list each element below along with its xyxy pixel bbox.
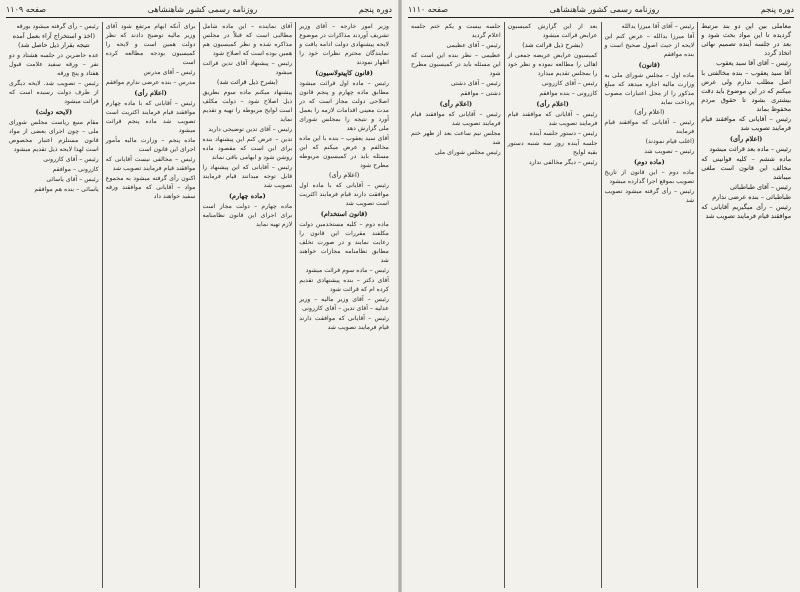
paragraph: کازرونی – بنده موافقم [539, 90, 598, 97]
paragraph: رئیس – آقای عظیمی [446, 42, 501, 49]
paragraph: مدرس – بنده عرضی ندارم موافقم [105, 79, 196, 86]
paragraph: اکنون رأی گرفته میشود به مجموع مواد – آقایانی که موافقند ورقه سفید خواهند داد [105, 175, 196, 200]
section-heading: (لایحه دولت) [35, 108, 73, 116]
paragraph: رئیس – آقایانی که با ماده اول موافقت دارند قیام فرمایند اکثریت است تصویب شد [299, 182, 389, 207]
page-title: روزنامه رسمی کشور شاهنشاهی [147, 5, 258, 14]
paragraph: بعد از این گزارش کمیسیون عرایض قرائت میشود [507, 23, 598, 39]
paragraph: آقای دکتر – بنده پیشنهادی تقدیم کرده ام که قرائت شود [299, 277, 389, 293]
paragraph: پیشنهاد میکنم ماده سوم بطریق ذیل اصلاح شود – دولت مکلف است لوایح مربوطه را تهیه و تقدیم نماید [202, 89, 293, 123]
left-page-header [6, 3, 392, 18]
paragraph: رئیس – آقایانی که موافقند قیام فرمایند تصویب شد [411, 111, 501, 127]
section-heading: (ماده دوم) [634, 158, 665, 166]
paragraph: رئیس – آقای یاسائی [46, 176, 99, 183]
paragraph: (اغلب قیام نمودند) [645, 138, 695, 145]
vote-note: (اخذ و استخراج آراء بعمل آمده نتیجه بقرار ذیل حاصل شد) [12, 32, 96, 49]
text-column [602, 22, 699, 588]
vote-note: (بشرح ذیل قرائت شد) [522, 41, 584, 49]
paragraph: ماده ششم – کلیه قوانینی که مخالف این قانون است ملغی میباشد [701, 155, 791, 181]
text-column [103, 22, 200, 588]
paragraph: تدین – عرض کنم این پیشنهاد بنده برای این است که مقصود ماده روشن شود و ابهامی باقی نماند [202, 136, 293, 161]
paragraph: رئیس – آقای مدرس [143, 69, 196, 76]
paragraph: آقای نماینده – این ماده شامل مطالبی است که قبلاً در مجلس مذاکره شده و نظر کمیسیون هم همین بوده است که اصلاح شود [202, 23, 293, 57]
paragraph: برای آنکه ابهام مرتفع شود آقای وزیر مالیه توضیح دادند که نظر دولت همین است و لایحه را کمیسیون بودجه مطالعه کرده است [105, 23, 196, 66]
text-column [200, 22, 297, 588]
section-heading: (قانون) [638, 61, 661, 69]
section-heading: (اعلام رأی) [536, 100, 569, 108]
paragraph: یاسائی – بنده هم موافقم [34, 186, 99, 193]
paragraph: رئیس – رأی گرفته میشود بورقه [16, 23, 99, 30]
paragraph: ماده اول – مجلس شورای ملی به وزارت مالیه اجازه میدهد که مبلغ مذکور را از محل اعتبارات مصوب پرداخت نماید [604, 72, 695, 106]
paragraph: دشتی – موافقم [460, 90, 501, 97]
paragraph: ماده چهارم – دولت مجاز است برای اجرای این قانون نظامنامه لازم تهیه نماید [202, 203, 293, 228]
section-heading: (قانون استخدام) [320, 210, 368, 218]
paragraph: رئیس – ماده سوم قرائت میشود [305, 267, 389, 274]
paragraph: کازرونی – موافقم [52, 166, 99, 173]
paragraph: رئیس – آقایانی که موافقند قیام فرمایند [604, 119, 695, 135]
paragraph: رئیس – آقایانی که موافقت دارند قیام فرمایند تصویب شد [299, 315, 389, 331]
section-heading: (قانون کاپیتولاسیون) [315, 69, 373, 77]
paragraph: رئیس – دیگر مخالفی ندارد [528, 159, 598, 166]
paragraph: رئیس – آقای آقا میرزا یدالله [621, 23, 695, 30]
paragraph: رئیس – ماده بعد قرائت میشود [709, 145, 791, 153]
section-heading: (ماده چهارم) [228, 192, 266, 200]
paragraph: رئیس – آقای تدین توضیحی دارید [208, 126, 293, 133]
paragraph: آقای سید یعقوب – بنده با این ماده مخالفم و عرض میکنم که این مسئله باید در کمیسیون مربوطه مطرح شود [299, 135, 389, 169]
paragraph: آقا سید یعقوب – بنده مخالفتی با اصل مطلب ندارم ولی عرض میکنم که در این موضوع باید دقت بیشتری بشود تا حقوق مردم محفوظ بماند [701, 69, 791, 113]
paragraph: ماده دوم – کلیه مستخدمین دولت مکلفند مقررات این قانون را رعایت نمایند و در صورت تخلف مطابق نظامنامه مجازات خواهند شد [299, 221, 389, 264]
paragraph: عظیمی – نظر بنده این است که این مسئله باید در کمیسیون مطرح شود [411, 52, 501, 77]
text-column [698, 22, 794, 588]
issue-label: دوره پنجم [358, 5, 392, 14]
issue-label: دوره پنجم [760, 5, 794, 14]
text-column [408, 22, 505, 588]
section-heading: (اعلام رأی) [134, 89, 167, 97]
paragraph: وزیر امور خارجه – آقای وزیر تشریف آوردند مذاکرات در موضوع لایحه پیشنهادی دولت ادامه یافت و نمایندگان محترم نظرات خود را اظهار نمودند [299, 23, 389, 66]
text-column [6, 22, 103, 588]
paragraph: آقا میرزا یدالله – عرض کنم این لایحه از حیث اصول صحیح است و بنده موافقم [604, 33, 695, 58]
paragraph: رئیس – آقای کازرونی [43, 156, 99, 163]
text-column [505, 22, 602, 588]
paragraph: رئیس – رأی گرفته میشود تصویب شد [604, 188, 695, 204]
paragraph: رئیس – آقایانی که موافقند قیام فرمایند تصویب شد [507, 111, 598, 127]
text-column [296, 22, 392, 588]
paragraph: رئیس – تصویب شد [644, 148, 695, 155]
vote-note: (بشرح ذیل قرائت شد) [216, 78, 278, 86]
vote-note: (اعلام رأی) [634, 108, 665, 116]
paragraph: رئیس – آقای آقا سید یعقوب [716, 59, 791, 67]
paragraph: رئیس – پیشنهاد آقای تدین قرائت میشود [202, 60, 293, 76]
paragraph: رئیس – آقایانی که با ماده چهارم موافقند قیام فرمایند اکثریت است تصویب شد ماده پنجم قرائت میشود [105, 100, 196, 134]
paragraph: مقام منیع ریاست مجلس شورای ملی – چون اجرای بعضی از مواد قانون مستلزم اعتبار مخصوص است لهذا لایحه ذیل تقدیم میشود [9, 119, 99, 153]
paragraph: طباطبائی – بنده عرضی ندارم [712, 193, 791, 201]
paragraph: رئیس – آقایانی که این پیشنهاد را قابل توجه میدانند قیام فرمایند تصویب شد [202, 164, 293, 189]
paragraph: رئیس – آقای وزیر مالیه – وزیر عدلیه – آقای تدین – آقای کازرونی [299, 296, 389, 312]
right-page-header [408, 3, 794, 18]
paragraph: رئیس – آقای طباطبائی [729, 183, 791, 191]
paragraph: معاملی بین این دو بند مرتبط گردیده تا این مواد بحث شود و بعد در جلسه آینده تصمیم نهائی اتخاذ گردد [701, 22, 791, 57]
paragraph: مجلس نیم ساعت بعد از ظهر ختم شد [411, 130, 501, 146]
page-title: روزنامه رسمی کشور شاهنشاهی [549, 5, 660, 14]
paragraph: کمیسیون عرایض عریضه جمعی از اهالی را مطالعه نموده و نظر خود را بمجلس تقدیم میدارد [507, 52, 598, 77]
paragraph: رئیس مجلس شورای ملی [434, 149, 501, 156]
paragraph: ماده پنجم – وزارت مالیه مأمور اجرای این قانون است [105, 137, 196, 153]
right-page-columns [408, 22, 794, 588]
section-heading: (اعلام رأی) [729, 135, 763, 143]
paragraph: ماده دوم – این قانون از تاریخ تصویب بموقع اجرا گذارده میشود [604, 169, 695, 185]
paragraph: رئیس – آقای کازرونی [541, 80, 598, 87]
paragraph: رئیس – ماده اول قرائت میشود مطابق ماده چهارم و پنجم قانون اصلاحی دولت مجاز است که در مدت معینی اقدامات لازمه را بعمل آورد و نتیجه را بمجلس شورای ملی گزارش دهد [299, 80, 389, 132]
vote-note: (اعلام رأی) [329, 171, 360, 179]
paragraph: رئیس – آقای دشتی [450, 80, 501, 87]
page-number: صفحه ۱۱۱۰ [408, 5, 449, 14]
paragraph: رئیس – مخالفی نیست آقایانی که موافقند قیام فرمایند تصویب شد [105, 156, 196, 172]
paragraph: رئیس – آقایانی که موافقند قیام فرمایند تصویب شد [701, 115, 791, 132]
left-page-columns [6, 22, 392, 588]
right-page [402, 0, 800, 592]
paragraph: رئیس – رأی میگیریم آقایانی که موافقند قیام فرمایند تصویب شد [701, 203, 791, 220]
paragraph: عده حاضرین در جلسه هشتاد و دو نفر – ورقه سفید علامت قبول هفتاد و پنج ورقه [9, 52, 99, 77]
section-heading: (اعلام رأی) [439, 100, 473, 108]
paragraph: رئیس – دستور جلسه آینده [529, 130, 598, 137]
page-number: صفحه ۱۱۰۹ [6, 5, 47, 14]
paragraph: جلسه بیست و یکم ختم جلسه اعلام گردید [411, 23, 501, 39]
paragraph: رئیس – تصویب شد. لایحه دیگری از طرف دولت رسیده است که قرائت میشود [9, 80, 99, 105]
left-page [0, 0, 398, 592]
paragraph: جلسه آینده روز سه شنبه دستور بقیه لوایح [507, 140, 598, 156]
